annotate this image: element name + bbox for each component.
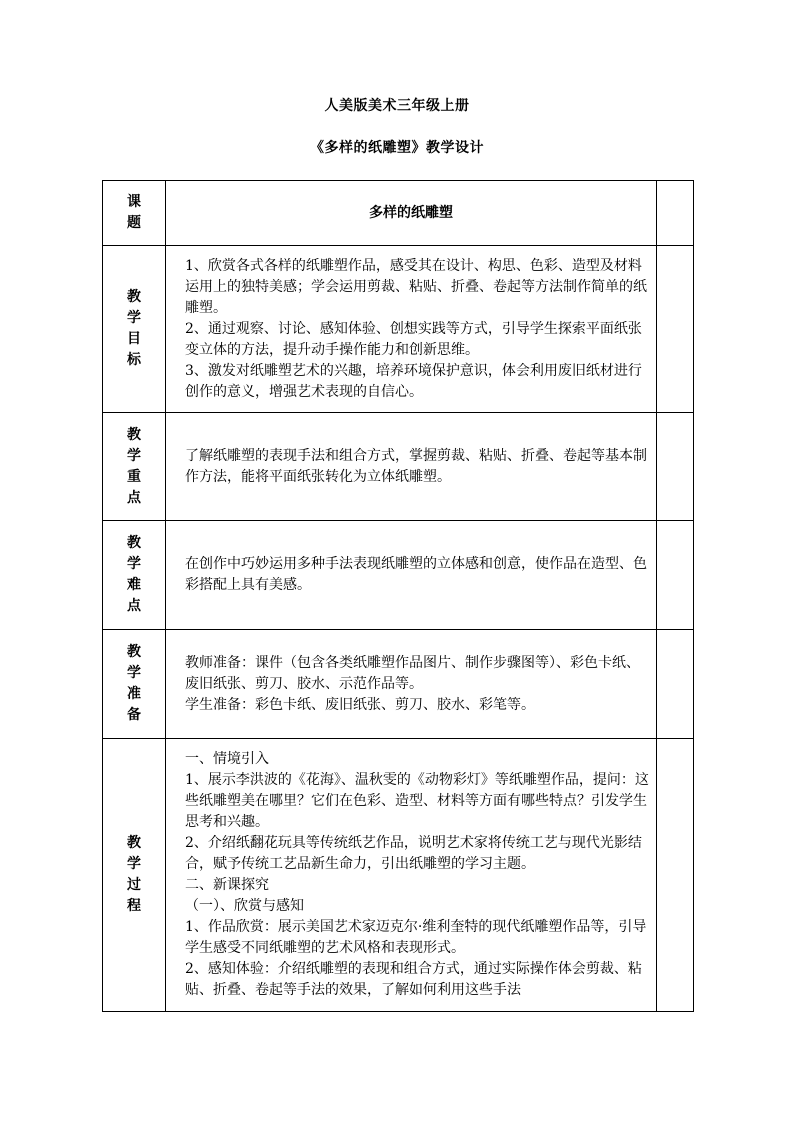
- key-points-content: [166, 413, 657, 521]
- label-char: 过: [127, 877, 141, 893]
- label-process: [103, 739, 166, 1012]
- label-char: 点: [127, 598, 141, 614]
- label-char: 备: [127, 707, 141, 723]
- label-char: 教: [127, 644, 141, 660]
- label-char: 课: [127, 194, 141, 210]
- label-char: 学: [127, 310, 141, 326]
- label-topic: [103, 181, 166, 246]
- label-char: 程: [127, 898, 141, 914]
- blank-cell: [657, 521, 694, 630]
- row-key-points: [103, 413, 694, 521]
- label-char: 标: [127, 352, 141, 368]
- goal-item: 2、通过观察、讨论、感知体验、创想实践等方式，引导学生探索平面纸张变立体的方法，提升动手操作能力和创新思维。: [185, 320, 642, 358]
- label-char: 目: [127, 331, 141, 347]
- label-difficulties: [103, 521, 166, 630]
- goal-item: 1、欣赏各式各样的纸雕塑作品，感受其在设计、构思、色彩、造型及材料运用上的独特美感；学会运用剪裁、粘贴、折叠、卷起等方法制作简单的纸雕塑。: [185, 257, 647, 316]
- process-item: 2、感知体验：介绍纸雕塑的表现和组合方式，通过实际操作体会剪裁、粘贴、折叠、卷起等手法的效果，了解如何利用这些手法: [185, 961, 642, 998]
- row-topic: [103, 181, 694, 246]
- process-item: 一、情境引入: [185, 751, 269, 767]
- process-item: 二、新课探究: [185, 877, 269, 893]
- label-goals: [103, 246, 166, 413]
- preparation-item: 学生准备：彩色卡纸、废旧纸张、剪刀、胶水、彩笔等。: [185, 696, 535, 713]
- label-char: 教: [127, 535, 141, 551]
- process-content: [166, 739, 657, 1012]
- blank-cell: [657, 739, 694, 1012]
- process-item: 2、介绍纸翻花玩具等传统纸艺作品，说明艺术家将传统工艺与现代光影结合，赋予传统工艺品新生命力，引出纸雕塑的学习主题。: [185, 835, 642, 872]
- blank-cell: [657, 246, 694, 413]
- row-difficulties: [103, 521, 694, 630]
- process-item: （一）、欣赏与感知: [185, 898, 304, 914]
- label-char: 教: [127, 426, 141, 443]
- blank-cell: [657, 413, 694, 521]
- document-title: 人美版美术三年级上册: [324, 98, 470, 114]
- difficulty-text: 在创作中巧妙运用多种手法表现纸雕塑的立体感和创意，使作品在造型、色彩搭配上具有美感。: [185, 556, 647, 593]
- label-char: 教: [127, 289, 141, 305]
- label-char: 难: [127, 577, 141, 593]
- row-goals: [103, 246, 694, 413]
- preparation-item: 教师准备：课件（包含各类纸雕塑作品图片、制作步骤图等）、彩色卡纸、废旧纸张、剪刀、胶水、示范作品等。: [185, 654, 640, 692]
- preparation-content: [166, 630, 657, 739]
- row-preparation: [103, 630, 694, 739]
- label-char: 重: [127, 468, 141, 485]
- label-char: 学: [127, 856, 141, 872]
- goal-item: 3、激发对纸雕塑艺术的兴趣，培养环境保护意识，体会利用废旧纸材进行创作的意义，增强艺术表现的自信心。: [185, 362, 642, 400]
- label-char: 题: [127, 215, 141, 231]
- lesson-title: 《多样的纸雕塑》教学设计: [310, 140, 484, 156]
- label-char: 学: [127, 556, 141, 572]
- blank-cell: [657, 630, 694, 739]
- process-item: 1、展示李洪波的《花海》、温秋雯的《动物彩灯》等纸雕塑作品，提问：这些纸雕塑美在哪里？它们在色彩、造型、材料等方面有哪些特点？引发学生思考和兴趣。: [185, 772, 649, 830]
- label-char: 教: [127, 835, 141, 851]
- label-key-points: [103, 413, 166, 521]
- label-char: 准: [127, 686, 141, 702]
- blank-cell: [657, 181, 694, 246]
- key-point-text: 了解纸雕塑的表现手法和组合方式，掌握剪裁、粘贴、折叠、卷起等基本制作方法，能将平面纸张转化为立体纸雕塑。: [185, 447, 647, 485]
- topic-content: 多样的纸雕塑: [166, 181, 657, 246]
- process-item: 1、作品欣赏：展示美国艺术家迈克尔·维利奎特的现代纸雕塑作品等，引导学生感受不同纸雕塑的艺术风格和表现形式。: [185, 919, 647, 956]
- label-char: 学: [127, 447, 141, 464]
- row-process: [103, 739, 694, 1012]
- label-preparation: [103, 630, 166, 739]
- goals-content: [166, 246, 657, 413]
- label-char: 学: [127, 665, 141, 681]
- lesson-plan-table: [102, 180, 694, 1012]
- label-char: 点: [127, 489, 141, 506]
- difficulties-content: [166, 521, 657, 630]
